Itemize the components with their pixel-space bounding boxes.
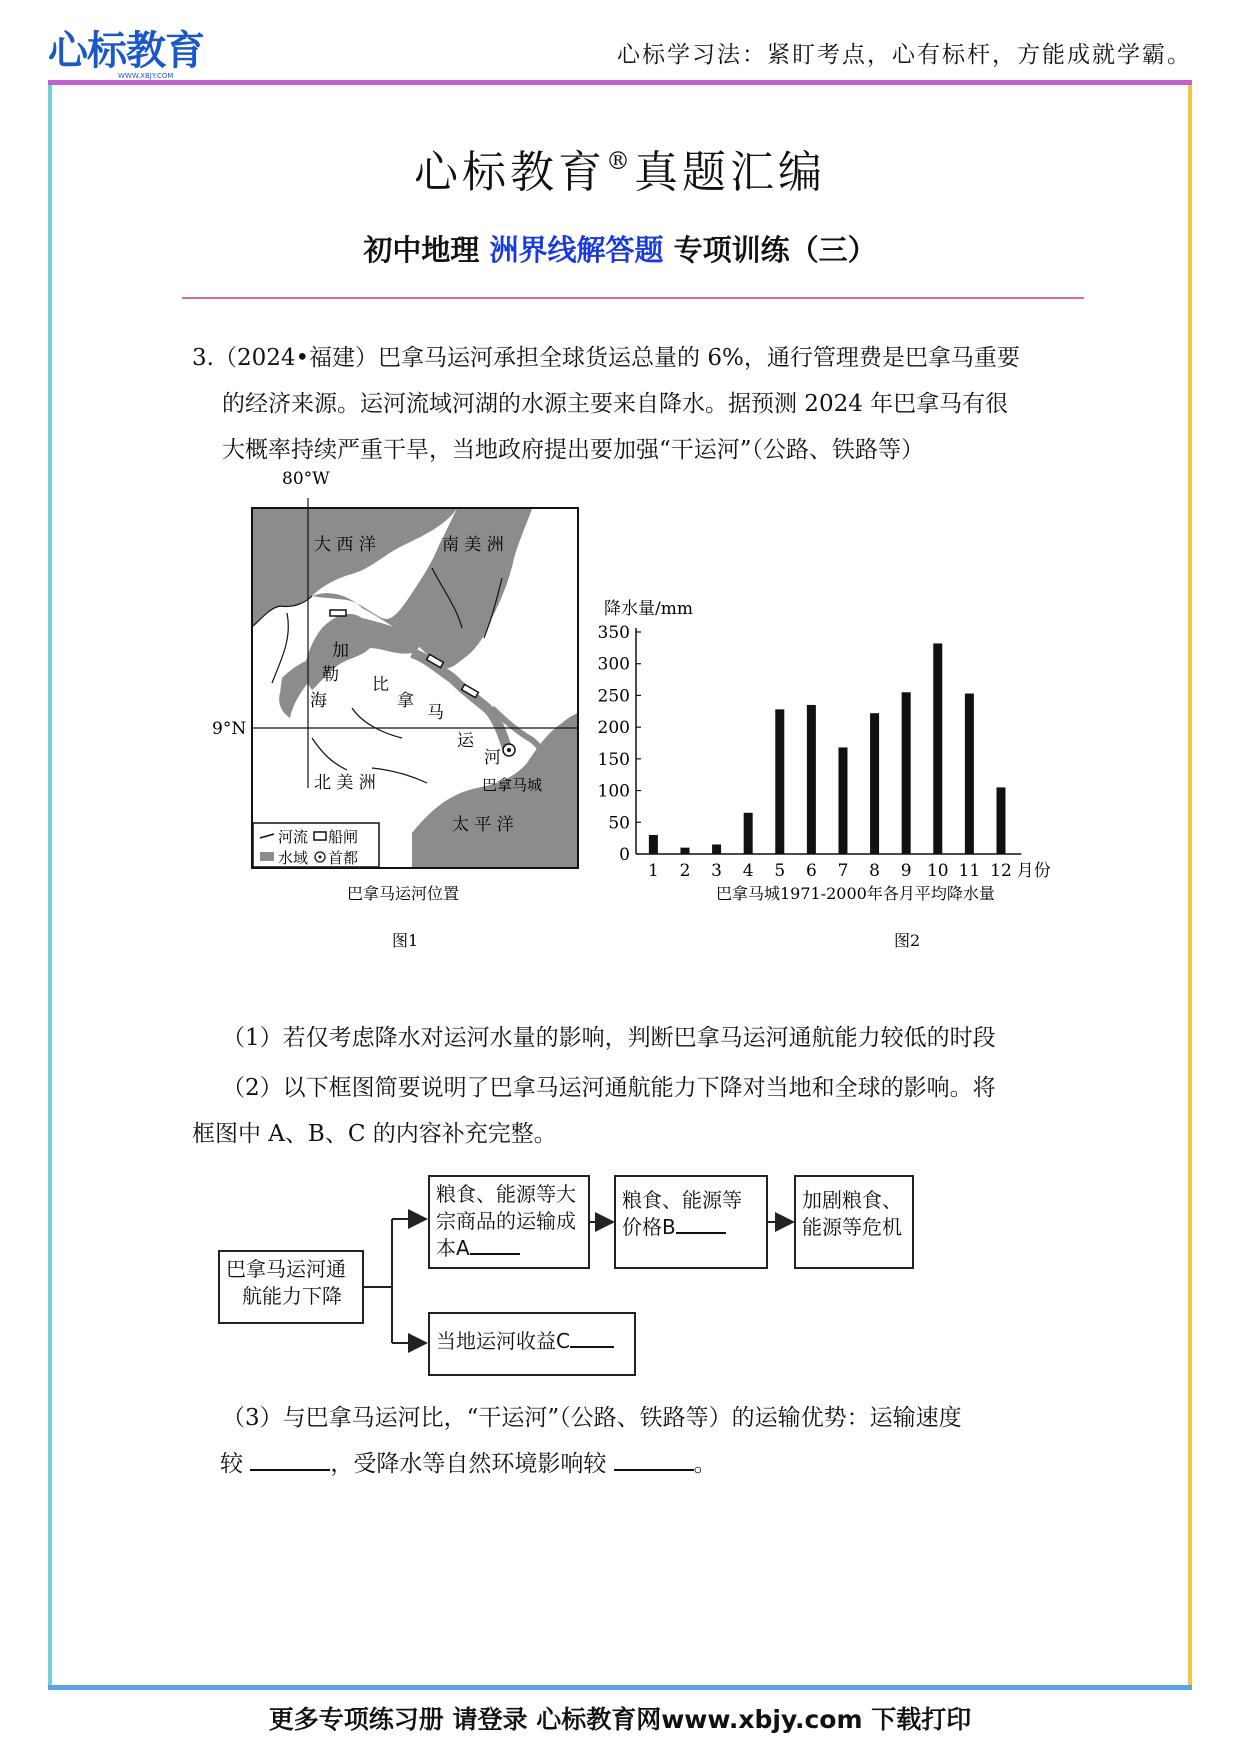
chart-bar	[902, 692, 911, 854]
map-lat-label: 9°N	[212, 719, 247, 739]
subquestion-2-line: （2）以下框图简要说明了巴拿马运河通航能力下降对当地和全球的影响。将	[222, 1075, 996, 1101]
map-label-caribbean: 海	[310, 691, 327, 711]
map-label-caribbean: 加	[332, 641, 349, 661]
flow-box-d	[794, 1175, 914, 1269]
map-lon-label: 80°W	[282, 469, 330, 489]
chart-bar	[965, 694, 974, 854]
chart-ylabel: 降水量/mm	[604, 599, 693, 619]
chart-bar	[838, 747, 847, 854]
question-line: 大概率持续严重干旱，当地政府提出要加强“干运河”（公路、铁路等）	[222, 437, 925, 463]
chart-bar	[744, 813, 753, 854]
title-suffix: 真题汇编	[634, 147, 826, 198]
blank-speed[interactable]	[250, 1447, 330, 1471]
chart-bar	[870, 713, 879, 854]
map-label-atlantic: 大 西 洋	[314, 535, 376, 555]
flow-text: 当地运河收益C	[436, 1329, 570, 1353]
map-label-capital: 巴拿马城	[482, 776, 543, 794]
chart-xticks	[648, 861, 1012, 881]
legend-lock: 船闸	[328, 828, 359, 846]
flow-text: 宗商品的运输成	[436, 1209, 576, 1233]
map-label-caribbean: 比	[372, 675, 389, 695]
flow-text: 粮食、能源等大	[436, 1182, 576, 1206]
right-border	[1188, 85, 1192, 1685]
map-label-canal: 马	[427, 703, 444, 723]
chart-bar	[996, 787, 1005, 854]
flow-text: 本A	[436, 1236, 470, 1260]
subquestion-2-line: 框图中 A、B、C 的内容补充完整。	[192, 1121, 557, 1147]
chart-xtick-label: 2	[679, 861, 691, 881]
question-line: 的经济来源。运河流域河湖的水源主要来自降水。据预测 2024 年巴拿马有很	[222, 391, 1009, 417]
flow-text: 加剧粮食、	[802, 1188, 902, 1212]
chart-xtick-label: 12	[990, 861, 1012, 881]
logo-url: WWW.XBJY.COM	[118, 72, 174, 80]
flow-box-a	[428, 1175, 590, 1269]
chart-xtick-label: 1	[647, 861, 659, 881]
blank-b[interactable]	[676, 1216, 726, 1234]
subtitle-suffix: 专项训练（三）	[663, 233, 877, 267]
subquestion-3-text: ，受降水等自然环境影响较	[330, 1451, 614, 1477]
legend-water: 水域	[278, 849, 309, 867]
map-label-canal: 拿	[397, 691, 414, 711]
subquestion-2	[192, 1065, 1072, 1157]
logo	[48, 28, 208, 82]
map-label-caribbean: 勒	[322, 665, 339, 685]
chart-ytick-label: 200	[597, 718, 630, 739]
header-motto: 心标学习法：紧盯考点，心有标杆，方能成就学霸。	[617, 42, 1192, 68]
chart-xtick-label: 4	[742, 861, 754, 881]
chart-ytick-label: 100	[597, 781, 630, 802]
subquestion-3-text: 较	[220, 1451, 251, 1477]
chart-ytick-label: 50	[608, 813, 630, 834]
fig1-label: 图1	[392, 931, 419, 950]
subtitle-prefix: 初中地理	[363, 233, 490, 267]
chart-ytick-label: 350	[597, 623, 630, 643]
chart-ytick-label: 150	[597, 749, 630, 770]
subquestion-1: （1）若仅考虑降水对运河水量的影响，判断巴拿马运河通航能力较低的时段	[222, 1025, 996, 1051]
chart-xtick-label: 9	[900, 861, 912, 881]
map-label-south-america: 南 美 洲	[442, 535, 504, 555]
fig2-label: 图2	[894, 931, 921, 950]
question-stem	[192, 335, 1072, 473]
chart-bar	[807, 705, 816, 854]
map-label-pacific: 太 平 洋	[452, 815, 514, 835]
map-label-canal: 运	[457, 731, 474, 751]
chart-bar	[775, 709, 784, 854]
flow-text: 航能力下降	[242, 1284, 342, 1308]
chart-bar	[712, 844, 721, 854]
chart-bars	[649, 643, 1006, 854]
flow-box-c	[428, 1312, 636, 1376]
question-line: 3.（2024•福建）巴拿马运河承担全球货运总量的 6%，通行管理费是巴拿马重要	[192, 345, 1020, 371]
chart-yticks	[598, 623, 641, 865]
map-caption: 巴拿马运河位置	[347, 884, 460, 903]
bottom-divider	[48, 1685, 1192, 1690]
chart-ytick-label: 250	[597, 686, 630, 707]
footer-text: 更多专项练习册 请登录 心标教育网www.xbjy.com 下载打印	[268, 1705, 972, 1734]
chart-bar	[649, 835, 658, 854]
subtitle-highlight: 洲界线解答题	[489, 233, 664, 267]
subquestion-3-line: （3）与巴拿马运河比，“干运河”（公路、铁路等）的运输优势：运输速度	[222, 1405, 962, 1431]
chart-xlabel: 月份	[1016, 861, 1051, 881]
subquestion-3	[222, 1395, 1072, 1487]
blank-c[interactable]	[570, 1330, 614, 1348]
chart-xtick-label: 6	[805, 861, 817, 881]
chart-bar	[933, 643, 942, 854]
flow-text: 价格B	[622, 1215, 676, 1239]
flow-box-start	[218, 1250, 364, 1324]
title-reg: ®	[606, 147, 634, 175]
chart-xtick-label: 3	[711, 861, 722, 881]
panama-canal-map	[212, 469, 582, 950]
page-subtitle	[0, 228, 1240, 269]
chart-axes	[636, 628, 1022, 854]
left-border	[48, 85, 52, 1685]
chart-xtick-label: 7	[837, 861, 849, 881]
subquestion-3-text: 。	[693, 1451, 717, 1477]
top-divider	[48, 80, 1192, 85]
chart-xtick-label: 11	[958, 861, 981, 881]
legend-river: 河流	[278, 828, 309, 846]
flow-text: 能源等危机	[802, 1215, 902, 1239]
legend-capital: 首都	[328, 849, 359, 867]
precipitation-chart	[598, 590, 1118, 970]
map-label-north-america: 北 美 洲	[314, 773, 376, 793]
chart-xtick-label: 8	[869, 861, 880, 881]
chart-xtick-label: 5	[774, 861, 786, 881]
chart-xtick-label: 10	[926, 861, 949, 881]
blank-a[interactable]	[470, 1237, 520, 1255]
blank-influence[interactable]	[614, 1447, 694, 1471]
chart-bar	[680, 848, 689, 854]
map-label-canal: 河	[484, 748, 501, 768]
chart-ytick-label: 300	[597, 654, 630, 675]
title-main: 心标教育	[414, 147, 606, 198]
flow-box-b	[614, 1175, 768, 1269]
page-title	[0, 136, 1240, 200]
flow-text: 粮食、能源等	[622, 1188, 742, 1212]
chart-caption: 巴拿马城1971-2000年各月平均降水量	[716, 884, 995, 903]
logo-text: 心标教育	[48, 28, 204, 74]
flow-text: 巴拿马运河通	[226, 1257, 346, 1281]
chart-ytick-label: 0	[619, 845, 630, 865]
subtitle-divider	[182, 297, 1084, 299]
